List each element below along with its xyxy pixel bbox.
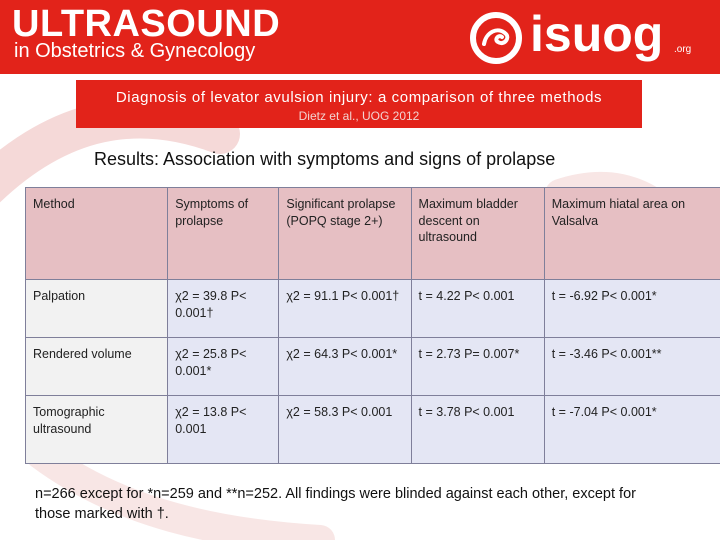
banner-title: Diagnosis of levator avulsion injury: a comparison of three methods (115, 89, 603, 106)
column-header: Maximum hiatal area on Valsalva (544, 188, 720, 280)
table-cell: t = 2.73 P= 0.007* (411, 338, 544, 396)
table-cell: t = 4.22 P< 0.001 (411, 280, 544, 338)
journal-subtitle: in Obstetrics & Gynecology (14, 40, 256, 62)
table-cell: t = -3.46 P< 0.001** (544, 338, 720, 396)
table-cell: t = -7.04 P< 0.001* (544, 396, 720, 464)
table-cell: χ2 = 64.3 P< 0.001* (279, 338, 411, 396)
isuog-logo (468, 6, 708, 70)
logo-text: isuog (530, 6, 664, 62)
table-cell: χ2 = 58.3 P< 0.001 (279, 396, 411, 464)
column-header: Significant prolapse (POPQ stage 2+) (279, 188, 411, 280)
column-header: Method (26, 188, 168, 280)
table-header-row (26, 188, 720, 280)
table-cell: t = -6.92 P< 0.001* (544, 280, 720, 338)
table-row (26, 280, 720, 338)
column-header: Maximum bladder descent on ultrasound (411, 188, 544, 280)
table-cell: Tomographic ultrasound (26, 396, 168, 464)
table-cell: χ2 = 13.8 P< 0.001 (168, 396, 279, 464)
banner-citation: Dietz et al., UOG 2012 (298, 109, 420, 123)
table-cell: Rendered volume (26, 338, 168, 396)
table-cell: Palpation (26, 280, 168, 338)
logo-suffix: .org (674, 44, 692, 55)
table-row (26, 338, 720, 396)
journal-title: ULTRASOUND (12, 3, 281, 45)
journal-header (0, 0, 720, 74)
isuog-logo-icon (468, 10, 524, 66)
table-cell: χ2 = 39.8 P< 0.001† (168, 280, 279, 338)
table-row (26, 396, 720, 464)
table-cell: χ2 = 25.8 P< 0.001* (168, 338, 279, 396)
table-cell: χ2 = 91.1 P< 0.001† (279, 280, 411, 338)
section-title: Results: Association with symptoms and signs of prolapse (94, 149, 556, 169)
slide-banner (76, 80, 642, 128)
results-table (25, 187, 720, 464)
table-cell: t = 3.78 P< 0.001 (411, 396, 544, 464)
column-header: Symptoms of prolapse (168, 188, 279, 280)
footnote: n=266 except for *n=259 and **n=252. All findings were blinded against each other, except for those marked with †. (35, 486, 636, 522)
